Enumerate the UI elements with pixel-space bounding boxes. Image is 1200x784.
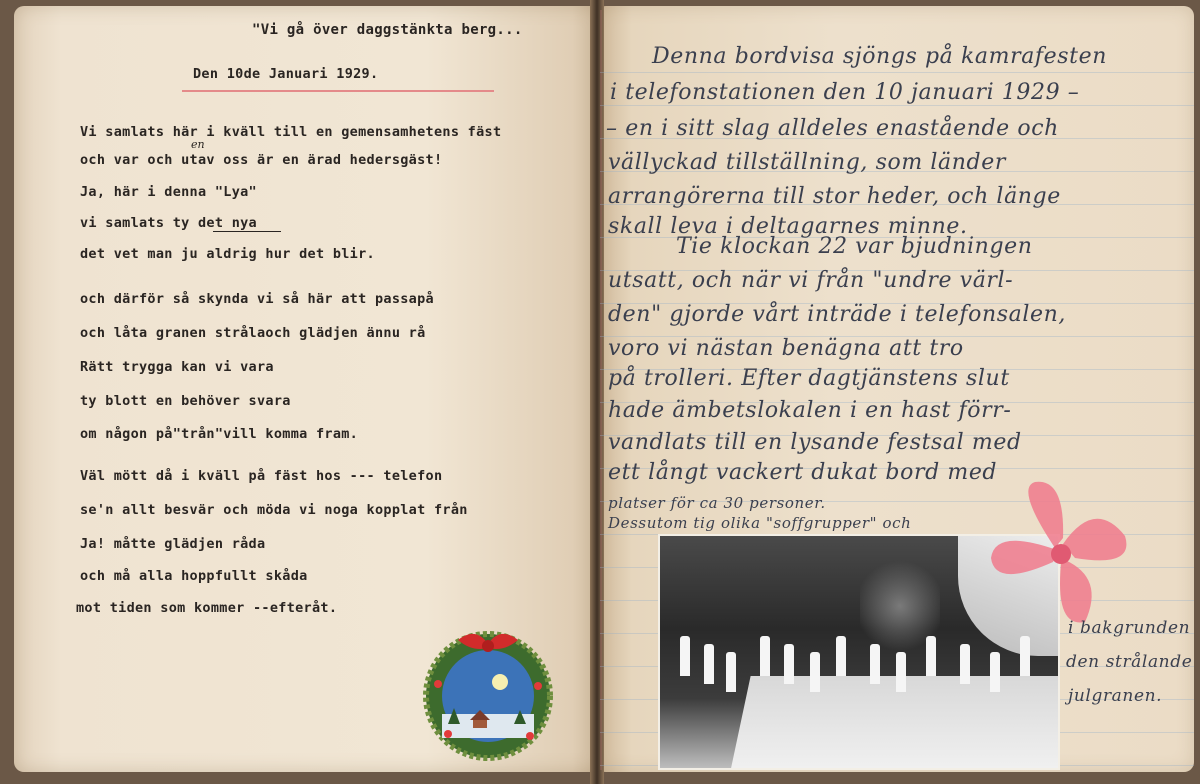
poem-line: och må alla hoppfullt skåda bbox=[80, 568, 308, 584]
poem-line: mot tiden som kommer --efteråt. bbox=[76, 600, 338, 616]
poem-line: Ja! måtte glädjen råda bbox=[80, 536, 266, 552]
ruled-line bbox=[600, 72, 1194, 73]
napkin bbox=[704, 644, 714, 684]
handwritten-line: arrangörerna till stor heder, och länge bbox=[608, 184, 1061, 209]
napkin bbox=[870, 644, 880, 684]
pink-bow-icon bbox=[985, 478, 1140, 628]
handwritten-line: vandlats till en lysande festsal med bbox=[608, 430, 1022, 455]
poem-line: Rätt trygga kan vi vara bbox=[80, 359, 274, 375]
poem-line: vi samlats ty det nya bbox=[80, 215, 257, 231]
red-underline bbox=[182, 90, 494, 92]
napkin bbox=[680, 636, 690, 676]
christmas-wreath-icon bbox=[418, 624, 558, 762]
poem-line: och låta granen strålaoch glädjen ännu rå bbox=[80, 325, 426, 341]
handwritten-line: voro vi nästan benägna att tro bbox=[608, 336, 964, 361]
underline-det-nya bbox=[213, 231, 281, 232]
napkin bbox=[760, 636, 770, 676]
poem-line: Väl mött då i kväll på fäst hos --- telefon bbox=[80, 468, 443, 484]
napkin bbox=[1020, 636, 1030, 676]
handwritten-line: hade ämbetslokalen i en hast förr- bbox=[608, 398, 1012, 423]
handwritten-line: platser för ca 30 personer. bbox=[608, 494, 826, 512]
poem-date: Den 10de Januari 1929. bbox=[193, 66, 379, 82]
poem-line: ty blott en behöver svara bbox=[80, 393, 291, 409]
handwritten-line: i telefonstationen den 10 januari 1929 – bbox=[610, 80, 1080, 105]
napkin bbox=[836, 636, 846, 676]
handwritten-line: ett långt vackert dukat bord med bbox=[608, 460, 998, 485]
napkin bbox=[960, 644, 970, 684]
napkin bbox=[990, 652, 1000, 692]
ruled-line bbox=[600, 105, 1194, 106]
banquet-table bbox=[729, 676, 1060, 770]
napkin bbox=[726, 652, 736, 692]
handwritten-line: Tie klockan 22 var bjudningen bbox=[676, 234, 1033, 259]
superscript-correction: en bbox=[191, 138, 205, 151]
photo-caption-line: i bakgrunden bbox=[1068, 618, 1191, 638]
handwritten-line: den" gjorde vårt inträde i telefonsalen, bbox=[608, 302, 1066, 327]
handwritten-line: på trolleri. Efter dagtjänstens slut bbox=[608, 366, 1010, 391]
handwritten-line: skall leva i deltagarnes minne. bbox=[608, 214, 968, 239]
poem-line: och var och utav oss är en ärad hedersgäst! bbox=[80, 152, 443, 168]
handwritten-line: vällyckad tillställning, som länder bbox=[608, 150, 1006, 175]
napkin bbox=[896, 652, 906, 692]
handwritten-line: utsatt, och när vi från "undre värl- bbox=[608, 268, 1014, 293]
handwritten-line: Dessutom tig olika "soffgrupper" och bbox=[608, 514, 912, 532]
poem-line: det vet man ju aldrig hur det blir. bbox=[80, 246, 375, 262]
handwritten-line: Denna bordvisa sjöngs på kamrafesten bbox=[652, 44, 1108, 69]
poem-heading: "Vi gå över daggstänkta berg... bbox=[252, 22, 523, 38]
margin-line bbox=[600, 10, 602, 770]
handwritten-line: – en i sitt slag alldeles enastående och bbox=[606, 116, 1059, 141]
poem-line: Vi samlats här i kväll till en gemensamhetens fäst bbox=[80, 124, 502, 140]
napkin bbox=[926, 636, 936, 676]
poem-line: och därför så skynda vi så här att passapå bbox=[80, 291, 434, 307]
photo-caption-line: julgranen. bbox=[1068, 686, 1163, 706]
photo-caption-line: den strålande bbox=[1066, 652, 1193, 672]
napkin bbox=[784, 644, 794, 684]
poem-line: se'n allt besvär och möda vi noga kopplat från bbox=[80, 502, 468, 518]
napkin bbox=[810, 652, 820, 692]
poem-line: Ja, här i denna "Lya" bbox=[80, 184, 257, 200]
poem-line: om någon på"trån"vill komma fram. bbox=[80, 426, 359, 442]
